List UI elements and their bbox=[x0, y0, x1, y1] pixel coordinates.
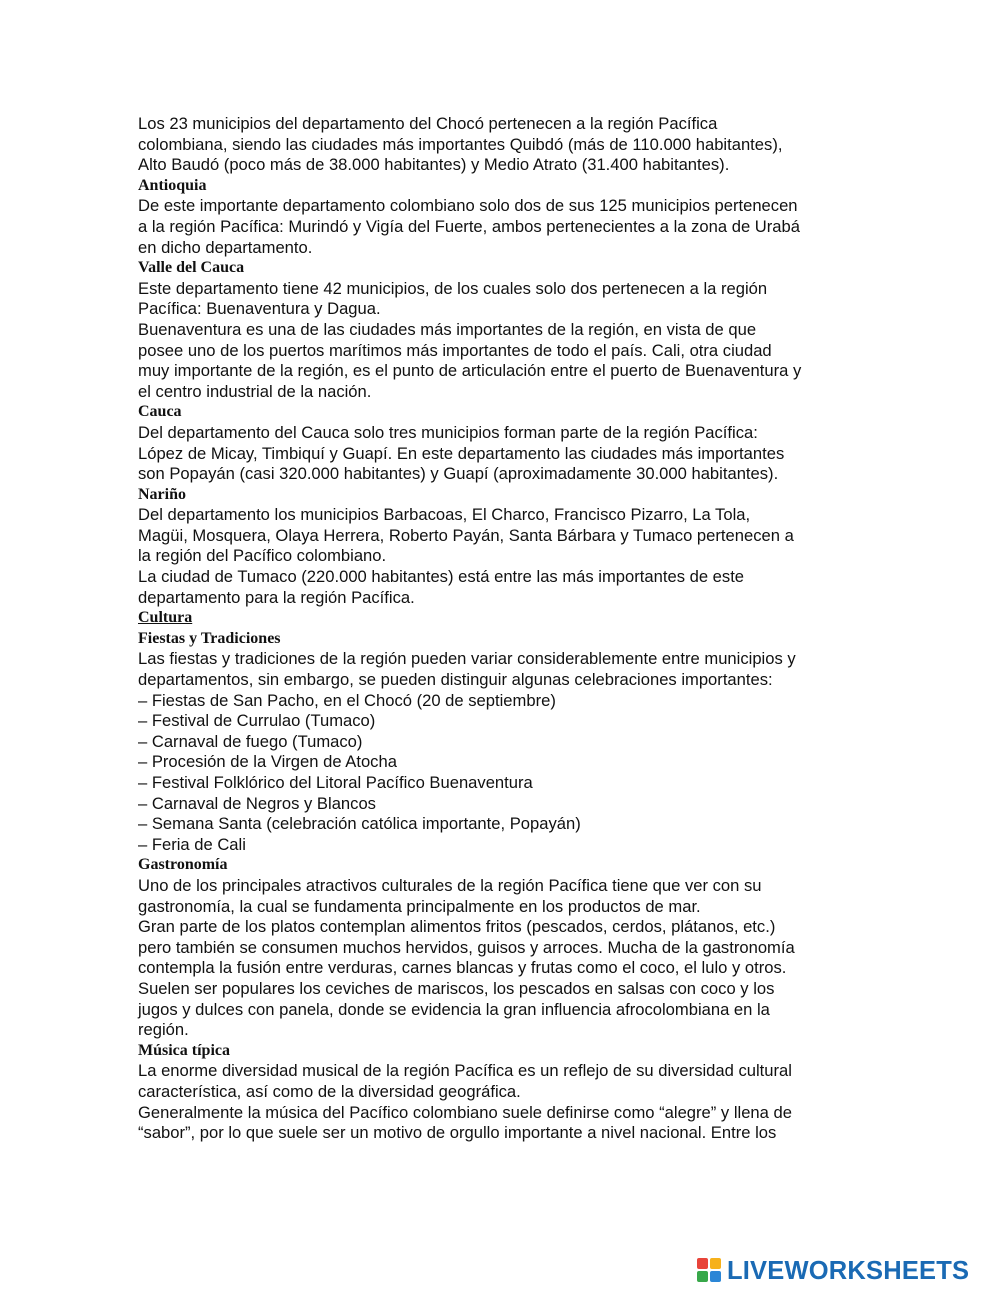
paragraph-line: Del departamento del Cauca solo tres municipios forman parte de la región Pacífica: bbox=[138, 422, 758, 442]
paragraph-line: Este departamento tiene 42 municipios, de los cuales solo dos pertenecen a la región bbox=[138, 278, 768, 298]
paragraph-line: departamento para la región Pacífica. bbox=[138, 587, 415, 607]
paragraph-line: De este importante departamento colombiano solo dos de sus 125 municipios pertenecen bbox=[138, 196, 798, 216]
subsection-heading: Valle del Cauca bbox=[138, 259, 245, 277]
paragraph-line: jugos y dulces con panela, donde se evidencia la gran influencia afrocolombiana en la bbox=[138, 999, 770, 1019]
paragraph-line: contempla la fusión entre verduras, carnes blancas y frutas como el coco, el lulo y otros. bbox=[138, 958, 787, 978]
subsection-heading: Fiestas y Tradiciones bbox=[138, 629, 281, 647]
liveworksheets-logo bbox=[697, 1256, 993, 1286]
paragraph-line: La enorme diversidad musical de la región Pacífica es un reflejo de su diversidad cultural bbox=[138, 1061, 792, 1081]
paragraph-line: Suelen ser populares los ceviches de mariscos, los pescados en salsas con coco y los bbox=[138, 978, 775, 998]
paragraph-line: colombiana, siendo las ciudades más importantes Quibdó (más de 110.000 habitantes), bbox=[138, 134, 783, 154]
paragraph-line: Gran parte de los platos contemplan alimentos fritos (pescados, cerdos, plátanos, etc.) bbox=[138, 917, 776, 937]
subsection-heading: Nariño bbox=[138, 485, 186, 503]
paragraph-line: departamentos, sin embargo, se pueden distinguir algunas celebraciones importantes: bbox=[138, 670, 773, 690]
paragraph-line: – Procesión de la Virgen de Atocha bbox=[138, 752, 397, 772]
logo-text: LIVEWORKSHEETS bbox=[727, 1256, 970, 1285]
paragraph-line: característica, así como de la diversidad geográfica. bbox=[138, 1081, 521, 1101]
paragraph-line: pero también se consumen muchos hervidos, guisos y arroces. Mucha de la gastronomía bbox=[138, 937, 795, 957]
paragraph-line: – Carnaval de Negros y Blancos bbox=[138, 793, 376, 813]
paragraph-line: Los 23 municipios del departamento del Chocó pertenecen a la región Pacífica bbox=[138, 114, 718, 133]
paragraph-line: a la región Pacífica: Murindó y Vigía del Fuerte, ambos pertenecientes a la zona de Urabá bbox=[138, 216, 800, 236]
paragraph-line: – Festival de Currulao (Tumaco) bbox=[138, 711, 376, 731]
paragraph-line: La ciudad de Tumaco (220.000 habitantes) está entre las más importantes de este bbox=[138, 567, 745, 587]
paragraph-line: Uno de los principales atractivos culturales de la región Pacífica tiene que ver con su bbox=[138, 875, 762, 895]
paragraph-line: – Carnaval de fuego (Tumaco) bbox=[138, 731, 363, 751]
paragraph-line: el centro industrial de la nación. bbox=[138, 381, 372, 401]
paragraph-line: – Feria de Cali bbox=[138, 834, 246, 854]
paragraph-line: – Fiestas de San Pacho, en el Chocó (20 de septiembre) bbox=[138, 690, 556, 710]
paragraph-line: Generalmente la música del Pacífico colombiano suele definirse como “alegre” y llena de bbox=[138, 1102, 792, 1122]
liveworksheets-logo-icon bbox=[697, 1258, 723, 1284]
paragraph-line: región. bbox=[138, 1020, 189, 1040]
paragraph-line: – Semana Santa (celebración católica importante, Popayán) bbox=[138, 814, 581, 834]
paragraph-line: posee uno de los puertos marítimos más importantes de todo el país. Cali, otra ciudad bbox=[138, 340, 772, 360]
subsection-heading: Cauca bbox=[138, 403, 182, 421]
paragraph-line: la región del Pacífico colombiano. bbox=[138, 546, 387, 566]
subsection-heading: Música típica bbox=[138, 1041, 230, 1059]
paragraph-line: – Festival Folklórico del Litoral Pacífico Buenaventura bbox=[138, 773, 533, 792]
section-heading: Cultura bbox=[138, 609, 193, 627]
subsection-heading: Antioquia bbox=[138, 176, 207, 194]
paragraph-line: Alto Baudó (poco más de 38.000 habitantes) y Medio Atrato (31.400 habitantes). bbox=[138, 155, 730, 175]
paragraph-line: muy importante de la región, es el punto de articulación entre el puerto de Buenaventura y bbox=[138, 361, 802, 381]
paragraph-line: en dicho departamento. bbox=[138, 237, 313, 257]
paragraph-line: Del departamento los municipios Barbacoas, El Charco, Francisco Pizarro, La Tola, bbox=[138, 505, 751, 525]
paragraph-line: Buenaventura es una de las ciudades más importantes de la región, en vista de que bbox=[138, 319, 757, 339]
paragraph-line: son Popayán (casi 320.000 habitantes) y Guapí (aproximadamente 30.000 habitantes). bbox=[138, 464, 779, 484]
paragraph-line: Pacífica: Buenaventura y Dagua. bbox=[138, 299, 381, 319]
paragraph-line: gastronomía, la cual se fundamenta principalmente en los productos de mar. bbox=[138, 896, 701, 916]
paragraph-line: “sabor”, por lo que suele ser un motivo de orgullo importante a nivel nacional. Entre los bbox=[138, 1123, 777, 1143]
paragraph-line: Las fiestas y tradiciones de la región pueden variar considerablemente entre municipios y bbox=[138, 649, 796, 669]
document-body bbox=[138, 114, 868, 1144]
subsection-heading: Gastronomía bbox=[138, 856, 228, 874]
paragraph-line: Magüi, Mosquera, Olaya Herrera, Roberto Payán, Santa Bárbara y Tumaco pertenecen a bbox=[138, 525, 794, 545]
paragraph-line: López de Micay, Timbiquí y Guapí. En este departamento las ciudades más importantes bbox=[138, 443, 785, 463]
